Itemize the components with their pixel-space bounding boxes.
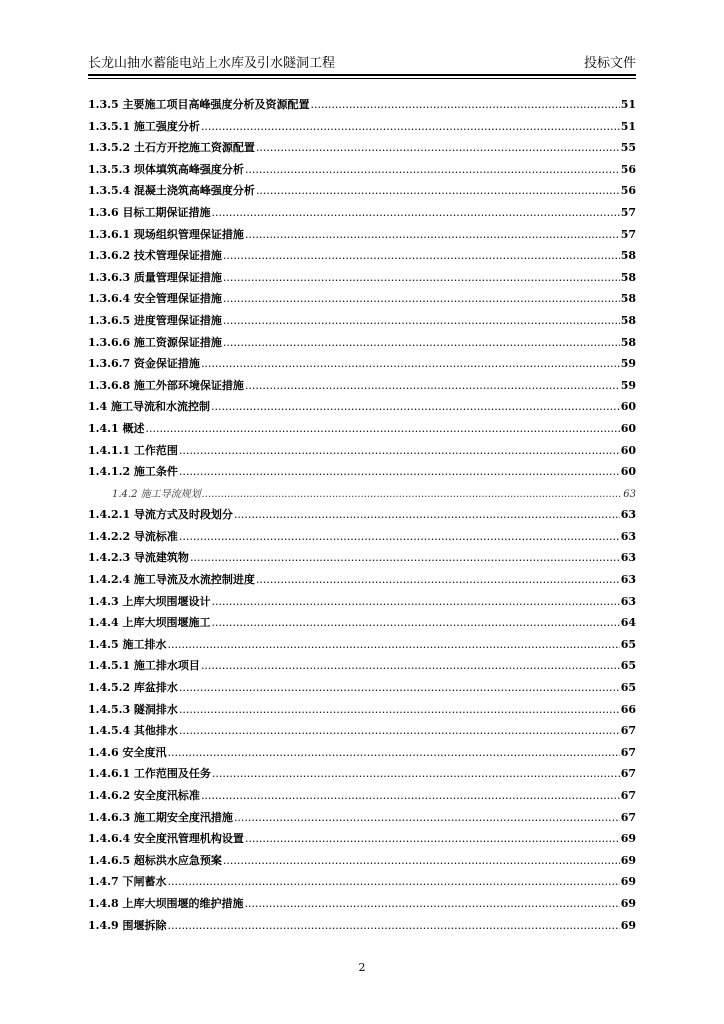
page-header <box>88 50 636 72</box>
toc-entry[interactable]: 1.3.6.6 施工资源保证措施 ..... 58 <box>88 334 636 356</box>
toc-entry[interactable]: 1.4.2.4 施工导流及水流控制进度 ..... 63 <box>88 571 636 593</box>
toc-entry[interactable]: 1.4.7 下闸蓄水 ..... 69 <box>88 873 636 895</box>
toc-entry[interactable]: 1.3.5.3 坝体填筑高峰强度分析 ..... 56 <box>88 161 636 183</box>
toc-entry[interactable]: 1.3.6.7 资金保证措施 ..... 59 <box>88 355 636 377</box>
toc-entry[interactable]: 1.4.4 上库大坝围堰施工 ..... 64 <box>88 614 636 636</box>
toc-entry[interactable]: 1.3.5.1 施工强度分析 ..... 51 <box>88 118 636 140</box>
toc-entry[interactable]: 1.4.5.3 隧洞排水 ..... 66 <box>88 701 636 723</box>
toc-entry[interactable]: 1.3.5 主要施工项目高峰强度分析及资源配置 ..... 51 <box>88 96 636 118</box>
toc-entry[interactable]: 1.4.6.1 工作范围及任务 ..... 67 <box>88 765 636 787</box>
toc-entry[interactable]: 1.4.5 施工排水 ..... 65 <box>88 636 636 658</box>
project-title: 长龙山抽水蓄能电站上水库及引水隧洞工程 <box>88 56 336 71</box>
toc-entry[interactable]: 1.4.2.2 导流标准 ..... 63 <box>88 528 636 550</box>
toc-entry[interactable]: 1.4.2.1 导流方式及时段划分 ..... 63 <box>88 506 636 528</box>
header-rule <box>88 74 636 76</box>
toc-entry[interactable]: 1.4.5.1 施工排水项目 ..... 65 <box>88 657 636 679</box>
toc-entry[interactable]: 1.4.2.3 导流建筑物 ..... 63 <box>88 549 636 571</box>
toc-entry[interactable]: 1.4.8 上库大坝围堰的维护措施 ..... 69 <box>88 895 636 917</box>
toc-entry[interactable]: 1.4.9 围堰拆除 ..... 69 <box>88 917 636 939</box>
toc-entry[interactable]: 1.4.5.4 其他排水 ..... 67 <box>88 722 636 744</box>
toc-entry[interactable]: 1.4.3 上库大坝围堰设计 ..... 63 <box>88 593 636 615</box>
toc-entry[interactable]: 1.3.6 目标工期保证措施 ..... 57 <box>88 204 636 226</box>
page-number: 2 <box>358 961 366 974</box>
toc-entry[interactable]: 1.3.5.2 土石方开挖施工资源配置 ..... 55 <box>88 139 636 161</box>
toc-entry[interactable]: 1.4.6.2 安全度汛标准 ..... 67 <box>88 787 636 809</box>
toc-entry[interactable]: 1.4 施工导流和水流控制 ..... 60 <box>88 398 636 420</box>
table-of-contents <box>88 96 636 938</box>
document-type: 投标文件 <box>583 56 636 71</box>
header-rule-thin <box>88 78 636 79</box>
toc-entry[interactable]: 1.4.6.4 安全度汛管理机构设置 ..... 69 <box>88 830 636 852</box>
toc-entry[interactable]: 1.4.1.1 工作范围 ..... 60 <box>88 442 636 464</box>
toc-entry[interactable]: 1.4.1.2 施工条件 ..... 60 <box>88 463 636 485</box>
toc-entry[interactable]: 1.3.6.3 质量管理保证措施 ..... 58 <box>88 269 636 291</box>
toc-entry[interactable]: 1.3.6.8 施工外部环境保证措施 ..... 59 <box>88 377 636 399</box>
toc-entry[interactable]: 1.4.6.5 超标洪水应急预案 ..... 69 <box>88 852 636 874</box>
toc-entry[interactable]: 1.3.6.2 技术管理保证措施 ..... 58 <box>88 247 636 269</box>
toc-entry[interactable]: 1.4.6.3 施工期安全度汛措施 ..... 67 <box>88 809 636 831</box>
toc-entry[interactable]: 1.3.6.4 安全管理保证措施 ..... 58 <box>88 290 636 312</box>
toc-entry[interactable]: 1.3.6.1 现场组织管理保证措施 ..... 57 <box>88 226 636 248</box>
toc-entry[interactable]: 1.3.6.5 进度管理保证措施 ..... 58 <box>88 312 636 334</box>
toc-entry[interactable]: 1.3.5.4 混凝土浇筑高峰强度分析 ..... 56 <box>88 182 636 204</box>
toc-entry[interactable]: 1.4.1 概述 ..... 60 <box>88 420 636 442</box>
toc-entry-subheading[interactable]: 1.4.2 施工导流规划 ..... 63 <box>88 485 636 507</box>
toc-entry[interactable]: 1.4.5.2 库盆排水 ..... 65 <box>88 679 636 701</box>
toc-entry[interactable]: 1.4.6 安全度汛 ..... 67 <box>88 744 636 766</box>
